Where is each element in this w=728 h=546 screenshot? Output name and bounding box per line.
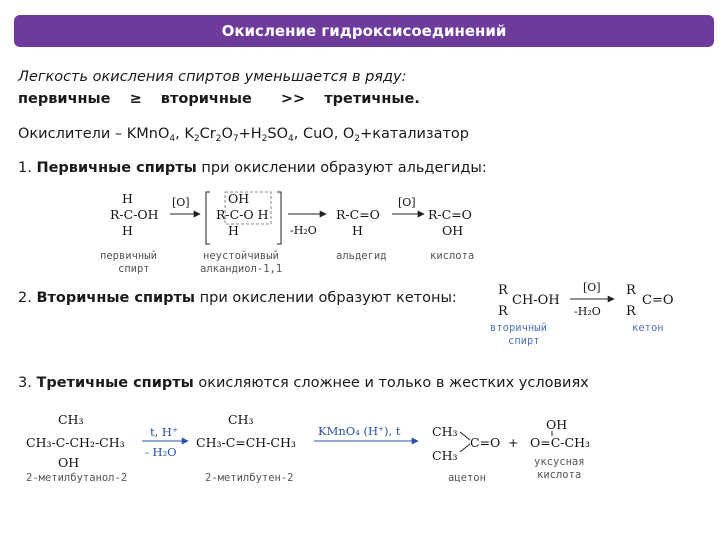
m3-mid: R-C=O: [336, 207, 380, 222]
m1-top: H: [122, 191, 133, 206]
s3-m2-top: CH₃: [228, 412, 254, 427]
arrow1-label: [O]: [172, 196, 190, 209]
s3-m2-cap: 2-метилбутен-2: [205, 472, 294, 484]
page-title: Окисление гидроксисоединений: [221, 22, 507, 40]
m3-bot: H: [352, 223, 363, 238]
m4-bot: OH: [442, 223, 464, 238]
s2-r1: R: [498, 283, 508, 298]
m3-cap: альдегид: [336, 250, 387, 262]
m1-mid: R-C-OH: [110, 207, 159, 222]
m1-cap2: спирт: [118, 263, 150, 275]
s2-cap2: спирт: [508, 335, 540, 347]
m2-bot: H: [228, 223, 239, 238]
m4-cap: кислота: [430, 250, 475, 262]
s3-p1-top: CH₃: [432, 424, 458, 439]
m1-bot: H: [122, 223, 133, 238]
s3-p2-cap1: уксусная: [534, 456, 585, 468]
s3-p2-mid: O=C-CH₃: [530, 435, 590, 450]
s3-p1-mid: C=O: [470, 435, 501, 450]
bracket-left: [206, 192, 210, 244]
s3-p1-bot: CH₃: [432, 448, 458, 463]
section1-heading: 1. Первичные спирты при окислении образуют альдегиды:: [18, 160, 487, 176]
s3-m1-mid: CH₃-C-CH₂-CH₃: [26, 435, 125, 450]
s2-cap1: вторичный: [490, 322, 547, 334]
m2-cap1: неустойчивый: [203, 250, 279, 262]
m2-cap2: алкандиол-1,1: [200, 263, 283, 275]
s3-p2-top: OH: [546, 417, 568, 432]
dashed-box: [225, 192, 271, 224]
intro-line: Легкость окисления спиртов уменьшается в ряду:: [18, 69, 407, 85]
s3-arrow1-bot: - H₂O: [145, 445, 177, 459]
series-gg: >>: [280, 91, 306, 107]
acetone-bond-top: [460, 432, 470, 440]
s3-plus: +: [508, 435, 519, 450]
section2-heading: 2. Вторичные спирты при окислении образуют кетоны:: [18, 290, 457, 306]
s3-p1-cap: ацетон: [448, 472, 486, 484]
oxidants-line: Окислители – KMnO$_4$, $K_2Cr_2O_7+H_2SO_4$, CuO, $O_2+катализатор$: [18, 126, 470, 144]
s2-cap3: кетон: [632, 322, 664, 334]
s2-p-r2: R: [626, 304, 636, 319]
s2-r2: R: [498, 304, 508, 319]
section3-heading: 3. Третичные спирты окисляются сложнее и только в жестких условиях: [18, 375, 589, 391]
s3-arrow2-top: KMnO₄ (H⁺), t: [318, 424, 401, 438]
s2-mid: CH-OH: [512, 293, 560, 308]
s3-m1-cap: 2-метилбутанол-2: [26, 472, 128, 484]
s2-arrow-top: [O]: [583, 281, 601, 294]
s2-arrow-bot: -H₂O: [574, 305, 601, 318]
m4-mid: R-C=O: [428, 207, 472, 222]
s3-p2-cap2: кислота: [537, 469, 582, 481]
m1-cap1: первичный: [100, 250, 157, 262]
arrow3-label: [O]: [398, 196, 416, 209]
arrow2-label: -H₂O: [290, 224, 317, 237]
s3-m1-bot: OH: [58, 455, 80, 470]
s2-p-r1: R: [626, 283, 636, 298]
s3-arrow1-top: t, H⁺: [150, 425, 179, 439]
series-tertiary: третичные.: [324, 91, 420, 107]
series-geq: ≥: [129, 91, 142, 107]
m2-mid: R-C-O H: [216, 207, 269, 222]
series-primary: первичные: [18, 91, 111, 107]
m2-top: OH: [228, 191, 250, 206]
series-secondary: вторичные: [160, 91, 252, 107]
s2-p-mid: C=O: [642, 293, 674, 308]
bracket-right: [277, 192, 281, 244]
s3-m2-mid: CH₃-C=CH-CH₃: [196, 435, 296, 450]
acetone-bond-bot: [460, 444, 470, 452]
s3-m1-top: CH₃: [58, 412, 84, 427]
